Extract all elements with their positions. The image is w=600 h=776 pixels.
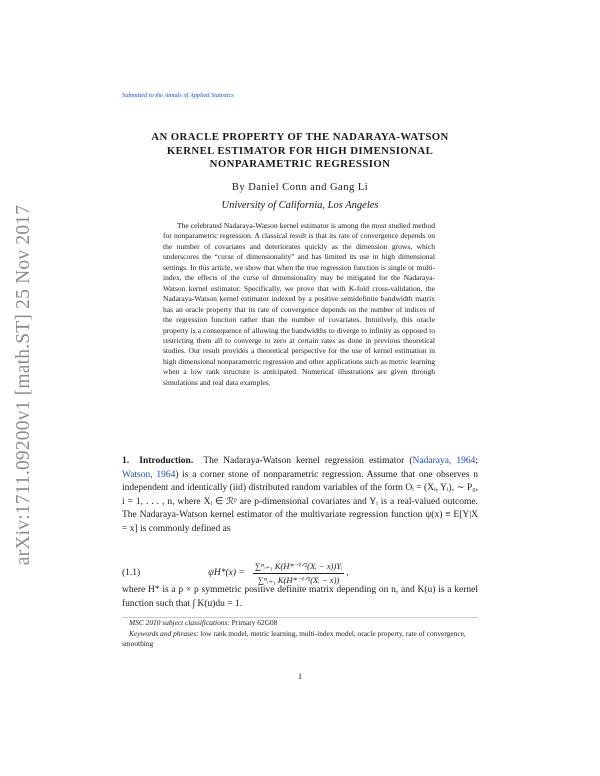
citation-separator: ;: [475, 456, 479, 466]
keywords-value: low rank model, metric learning, multi-index model, oracle property, rate of convergence, smoothing: [122, 628, 466, 649]
footnotes: [122, 618, 478, 650]
arxiv-sidebar: [4, 160, 44, 610]
post-equation-paragraph: where H* is a p × p symmetric positive definite matrix depending on n, and K(u) is a kernel function such that ∫ K(u)du = 1.: [122, 585, 478, 609]
section-title: Introduction.: [139, 456, 194, 466]
journal-note[interactable]: Submitted to the Annals of Applied Statistics: [122, 92, 234, 99]
msc-value: Primary 62G08: [229, 618, 278, 627]
page-number: 1: [297, 671, 303, 681]
section-number: 1.: [122, 456, 130, 466]
title-line-1: AN ORACLE PROPERTY OF THE NADARAYA-WATSON: [151, 131, 449, 143]
intro-text-2: ) is a corner stone of nonparametric regression. Assume that one observes n independent and identically (iid) distributed random variables of the form Oᵢ = (Xᵢ, Yᵢ), ∼ P₀, i = 1, . . . , n, where Xᵢ ∈ ℛᵖ are p-dimensional covariates and Yᵢ is a real-valued outcome. The Nadaraya-Watson kernel estimator of the multivariate regression function ψ(x) ≡ E[Y|X = x] is commonly defined as: [122, 469, 479, 534]
author-affiliation: University of California, Los Angeles: [221, 200, 379, 211]
title-line-2: KERNEL ESTIMATOR FOR HIGH DIMENSIONAL: [166, 144, 434, 157]
equation-lhs: ψH*(x) =: [208, 568, 245, 578]
abstract: The celebrated Nadaraya-Watson kernel estimator is among the most studied method for nonparametric regression. A classical result is that its rate of convergence depends on the number of covariates and deteriorates quickly as the dimension grows, which underscores the “curse of dimensionality” and has limited its use in high dimensional settings. In this article, we show that when the true regression function is single or multi-index, the effects of the curse of dimensionality may be mitigated for the Nadaraya-Watson kernel estimator. Specifically, we prove that with K-fold cross-validation, the Nadaraya-Watson kernel estimator indexed by a positive semidefinite bandwidth matrix has an oracle property that its rate of convergence depends on the number of indices of the regression function rather than the number of covariates. Intuitively, this oracle property is a consequence of allowing the bandwidths to diverge to infinity as opposed to restricting them all to converge to zero at certain rates as done in previous theoretical studies. Our result provides a theoretical perspective for the use of kernel estimation in high dimensional nonparametric regression and other applications such as metric learning when a low rank structure is anticipated. Numerical illustrations are given through simulations and real data examples.: [163, 221, 435, 387]
msc-footnote: [122, 618, 478, 629]
intro-text-1: The Nadaraya-Watson kernel regression estimator (: [203, 456, 413, 466]
equation-number: (1.1): [122, 568, 141, 578]
introduction-paragraph: [122, 455, 478, 537]
paper-title: [110, 131, 490, 172]
keywords-footnote: [122, 629, 478, 650]
title-line-3: NONPARAMETRIC REGRESSION: [209, 158, 391, 170]
citation-watson[interactable]: Watson, 1964: [122, 469, 176, 480]
msc-label: MSC 2010 subject classifications:: [129, 618, 230, 627]
citation-nadaraya[interactable]: Nadaraya, 1964: [412, 456, 476, 466]
author-byline: By Daniel Conn and Gang Li: [231, 182, 369, 193]
keywords-label: Keywords and phrases:: [129, 628, 199, 638]
equation-fraction: [253, 561, 345, 586]
equation-numerator: ∑ⁿᵢ₌₁ K(H*⁻¹ᐟ²(Xᵢ − x))Yᵢ: [253, 561, 345, 574]
equation-trail: ,: [346, 568, 349, 578]
arxiv-identifier: arXiv:1711.09200v1 [math.ST] 25 Nov 2017: [13, 204, 34, 566]
equation-denominator: ∑ⁿᵢ₌₁ K(H*⁻¹ᐟ²(Xᵢ − x)): [257, 574, 340, 585]
